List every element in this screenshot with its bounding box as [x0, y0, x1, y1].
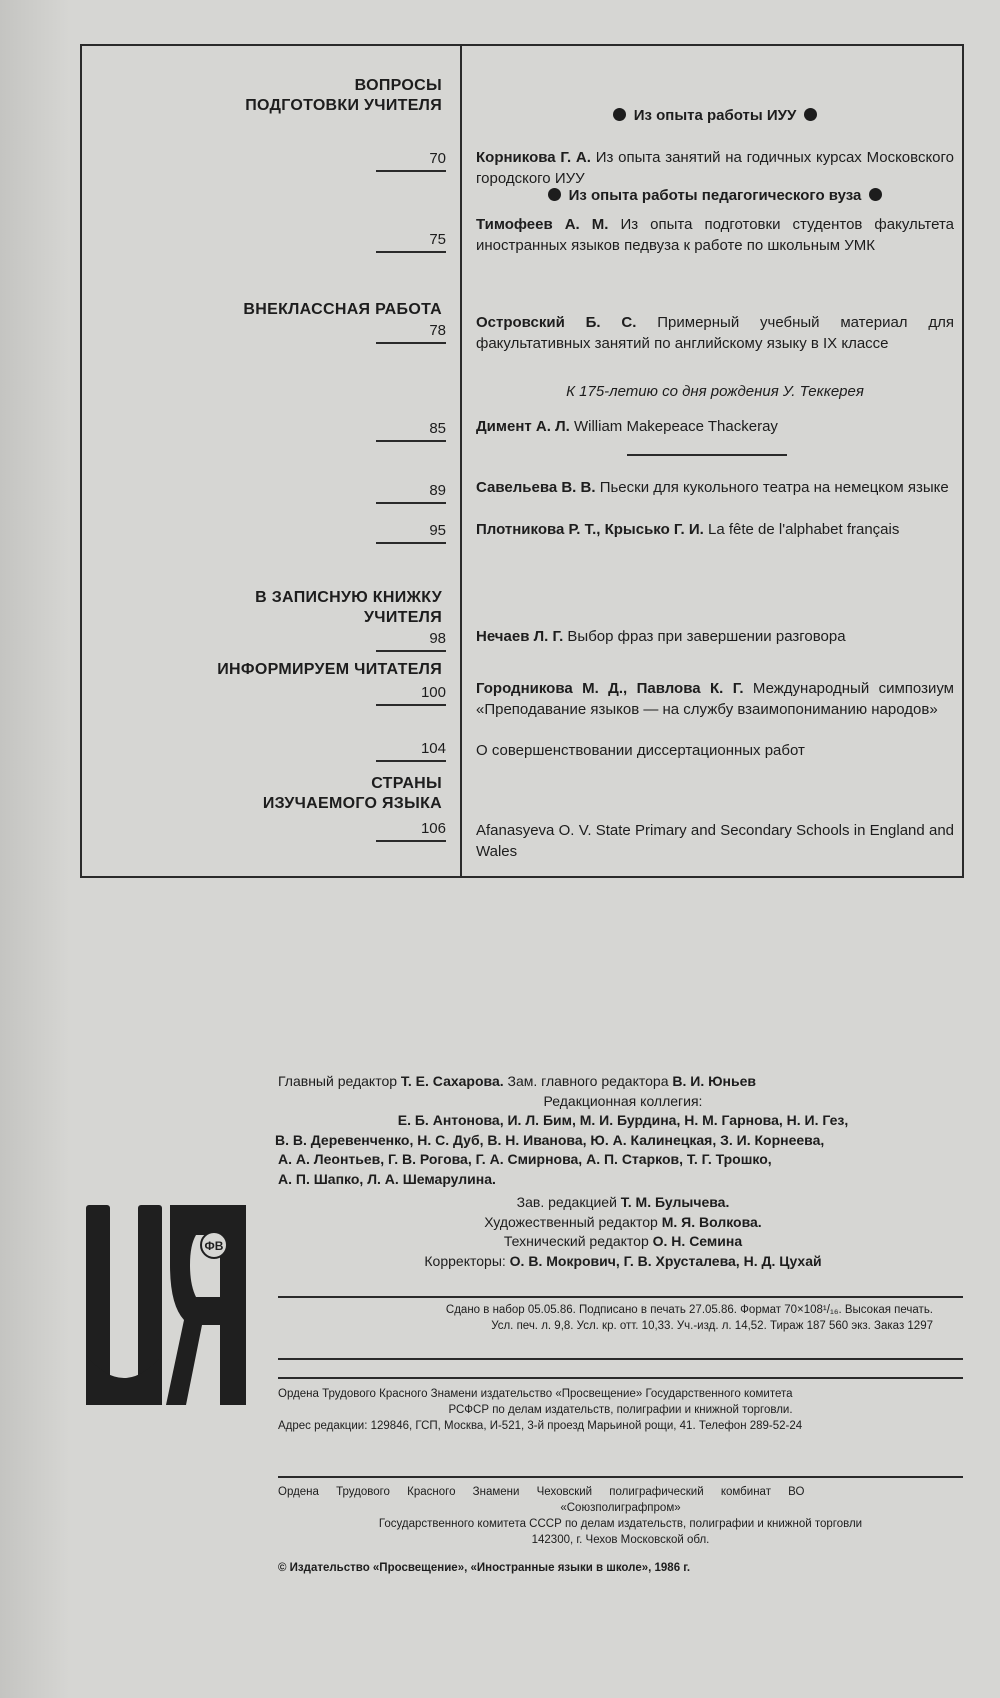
page-number: 106 [376, 820, 446, 842]
board-members: А. А. Леонтьев, Г. В. Рогова, Г. А. Смирнова, А. П. Старков, Т. Г. Трошко, [278, 1151, 772, 1167]
staff-name: Т. Е. Сахарова. [400, 1073, 504, 1089]
section-heading-line: ИЗУЧАЕМОГО ЯЗЫКА [262, 795, 442, 812]
anniversary-rubric: К 175-летию со дня рождения У. Теккерея [566, 383, 864, 400]
entry-author: Городникова М. Д., Павлова К. Г. [476, 680, 744, 697]
page-number: 100 [376, 684, 446, 706]
section-heading-extracurricular [243, 300, 442, 320]
journal-logo [86, 1205, 246, 1405]
toc-entry [476, 626, 954, 647]
section-heading-line: ВНЕКЛАССНАЯ РАБОТА [243, 301, 442, 318]
entry-author: Корникова Г. А. [476, 149, 591, 166]
printer-line: Государственного комитета СССР по делам издательств, полиграфии и книжной торговли [378, 1518, 863, 1530]
printer-line: 142300, г. Чехов Московской обл. [531, 1534, 710, 1546]
toc-entry [476, 477, 954, 498]
entry-author: Савельева В. В. [476, 479, 596, 496]
section-heading-teacher-training [245, 76, 442, 116]
publisher-line: РСФСР по делам издательств, полиграфии и книжной торговли. [448, 1404, 793, 1416]
imprint-rule [278, 1358, 963, 1360]
publisher-line: Ордена Трудового Красного Знамени издательство «Просвещение» Государственного комитета [278, 1388, 793, 1400]
page-number: 78 [376, 322, 446, 344]
staff-name: О. В. Мокрович, Г. В. Хрусталева, Н. Д. Цухай [509, 1252, 822, 1269]
section-heading-line: ИНФОРМИРУЕМ ЧИТАТЕЛЯ [217, 661, 442, 678]
entry-title: Из опыта занятий на годичных курсах Московского городского ИУУ [476, 149, 955, 187]
section-heading-line: УЧИТЕЛЯ [364, 609, 442, 626]
entry-title: Из опыта подготовки студентов факультета иностранных языков педвуза к работе по школьным УМК [476, 216, 954, 254]
page-edge-shadow [0, 0, 70, 1698]
rubric-ped-university [476, 186, 954, 206]
staff-label: Технический редактор [503, 1233, 649, 1249]
editorial-staff [275, 1072, 968, 1271]
toc-entry [476, 678, 954, 720]
rubric-iuu [476, 106, 954, 126]
staff-label: Художественный редактор [484, 1213, 658, 1230]
section-heading-notebook [255, 588, 442, 628]
rubric-label: Из опыта работы педагогического вуза [568, 187, 862, 204]
entry-title: La fête de l'alphabet français [708, 521, 900, 538]
staff-name: О. Н. Семина [652, 1233, 743, 1249]
printer-line: «Союзполиграфпром» [560, 1502, 681, 1514]
page-number: 98 [376, 630, 446, 652]
art-editor-line [278, 1213, 968, 1233]
imprint-rule [278, 1296, 963, 1298]
page-number: 104 [376, 740, 446, 762]
staff-name: М. Я. Волкова. [661, 1213, 762, 1230]
entry-title: Выбор фраз при завершении разговора [567, 628, 846, 645]
section-heading-line: ВОПРОСЫ [354, 77, 442, 94]
section-heading-line: В ЗАПИСНУЮ КНИЖКУ [255, 589, 442, 606]
board-members: В. В. Деревенченко, Н. С. Дуб, В. Н. Иванова, Ю. А. Калинецкая, З. И. Корнеева, [275, 1131, 825, 1148]
entry-author: Островский Б. С. [476, 314, 637, 331]
entry-title: Afanasyeva O. V. State Primary and Secondary Schools in England and Wales [476, 822, 954, 860]
section-heading-line: СТРАНЫ [371, 775, 442, 792]
printer-info [278, 1484, 963, 1548]
page-number: 95 [376, 522, 446, 544]
entry-title: О совершенствовании диссертационных работ [476, 742, 805, 759]
toc-entry [476, 519, 954, 540]
staff-label: Главный редактор [278, 1073, 398, 1089]
staff-label: Зав. редакцией [516, 1194, 617, 1210]
print-line: Сдано в набор 05.05.86. Подписано в печать 27.05.86. Формат 70×108¹/₁₆. Высокая печать. [445, 1304, 933, 1316]
entry-title: William Makepeace Thackeray [573, 418, 778, 435]
proofreaders-line [278, 1252, 968, 1272]
toc-entry [476, 147, 954, 189]
toc-entry [476, 820, 954, 862]
section-heading-countries [263, 774, 442, 814]
bullet-icon [804, 108, 817, 121]
toc-entry [476, 416, 954, 437]
section-heading-inform-reader [217, 660, 442, 680]
entry-title: Примерный учебный материал для факультативных занятий по английскому языку в IX классе [476, 314, 954, 352]
entry-title: Международный симпозиум «Преподавание языков — на службу взаимопониманию народов» [476, 680, 954, 718]
separator-rule [627, 454, 787, 456]
board-members: А. П. Шапко, Л. А. Шемарулина. [278, 1170, 496, 1187]
print-line: Усл. печ. л. 9,8. Усл. кр. отт. 10,33. Уч.-изд. л. 14,52. Тираж 187 560 экз. Заказ 1297 [491, 1320, 933, 1332]
toc-entry [476, 740, 954, 761]
publisher-line: Адрес редакции: 129846, ГСП, Москва, И-521, 3-й проезд Марьиной рощи, 41. Телефон 289-52-24 [278, 1420, 803, 1432]
entry-author: Димент А. Л. [476, 418, 570, 435]
board-members: Е. Б. Антонова, И. Л. Бим, М. И. Бурдина, Н. М. Гарнова, Н. И. Гез, [397, 1112, 849, 1128]
staff-label: Корректоры: [424, 1252, 506, 1269]
column-divider [460, 46, 462, 876]
publisher-info [278, 1386, 963, 1434]
page-number: 85 [376, 420, 446, 442]
tech-editor-line [278, 1232, 968, 1252]
bullet-icon [869, 188, 882, 201]
board-label: Редакционная коллегия: [543, 1092, 703, 1109]
toc-entry [476, 312, 954, 354]
bullet-icon [613, 108, 626, 121]
imprint-rule [278, 1476, 963, 1478]
rubric-label: Из опыта работы ИУУ [633, 107, 797, 124]
page-number: 89 [376, 482, 446, 504]
section-heading-line: ПОДГОТОВКИ УЧИТЕЛЯ [245, 97, 442, 114]
entry-author: Нечаев Л. Г. [476, 628, 564, 645]
table-of-contents [80, 44, 964, 878]
copyright-line: © Издательство «Просвещение», «Иностранные языки в школе», 1986 г. [278, 1562, 691, 1574]
printer-line: Ордена Трудового Красного Знамени Чеховский полиграфический комбинат ВО [278, 1486, 805, 1498]
print-details [278, 1302, 963, 1334]
staff-name: В. И. Юньев [672, 1073, 756, 1089]
toc-entry [476, 214, 954, 256]
page-number: 75 [376, 231, 446, 253]
entry-author: Плотникова Р. Т., Крысько Г. И. [476, 521, 704, 538]
entry-author: Тимофеев А. М. [476, 216, 609, 233]
logo-emblem: ФВ [204, 1239, 224, 1253]
staff-name: Т. М. Булычева. [620, 1194, 730, 1210]
imprint-rule [278, 1377, 963, 1379]
entry-title: Пьески для кукольного театра на немецком языке [599, 479, 949, 496]
page-number: 70 [376, 150, 446, 172]
bullet-icon [548, 188, 561, 201]
office-head-line [278, 1193, 968, 1213]
staff-label: Зам. главного редактора [507, 1073, 669, 1089]
chief-editors-line [278, 1072, 968, 1092]
